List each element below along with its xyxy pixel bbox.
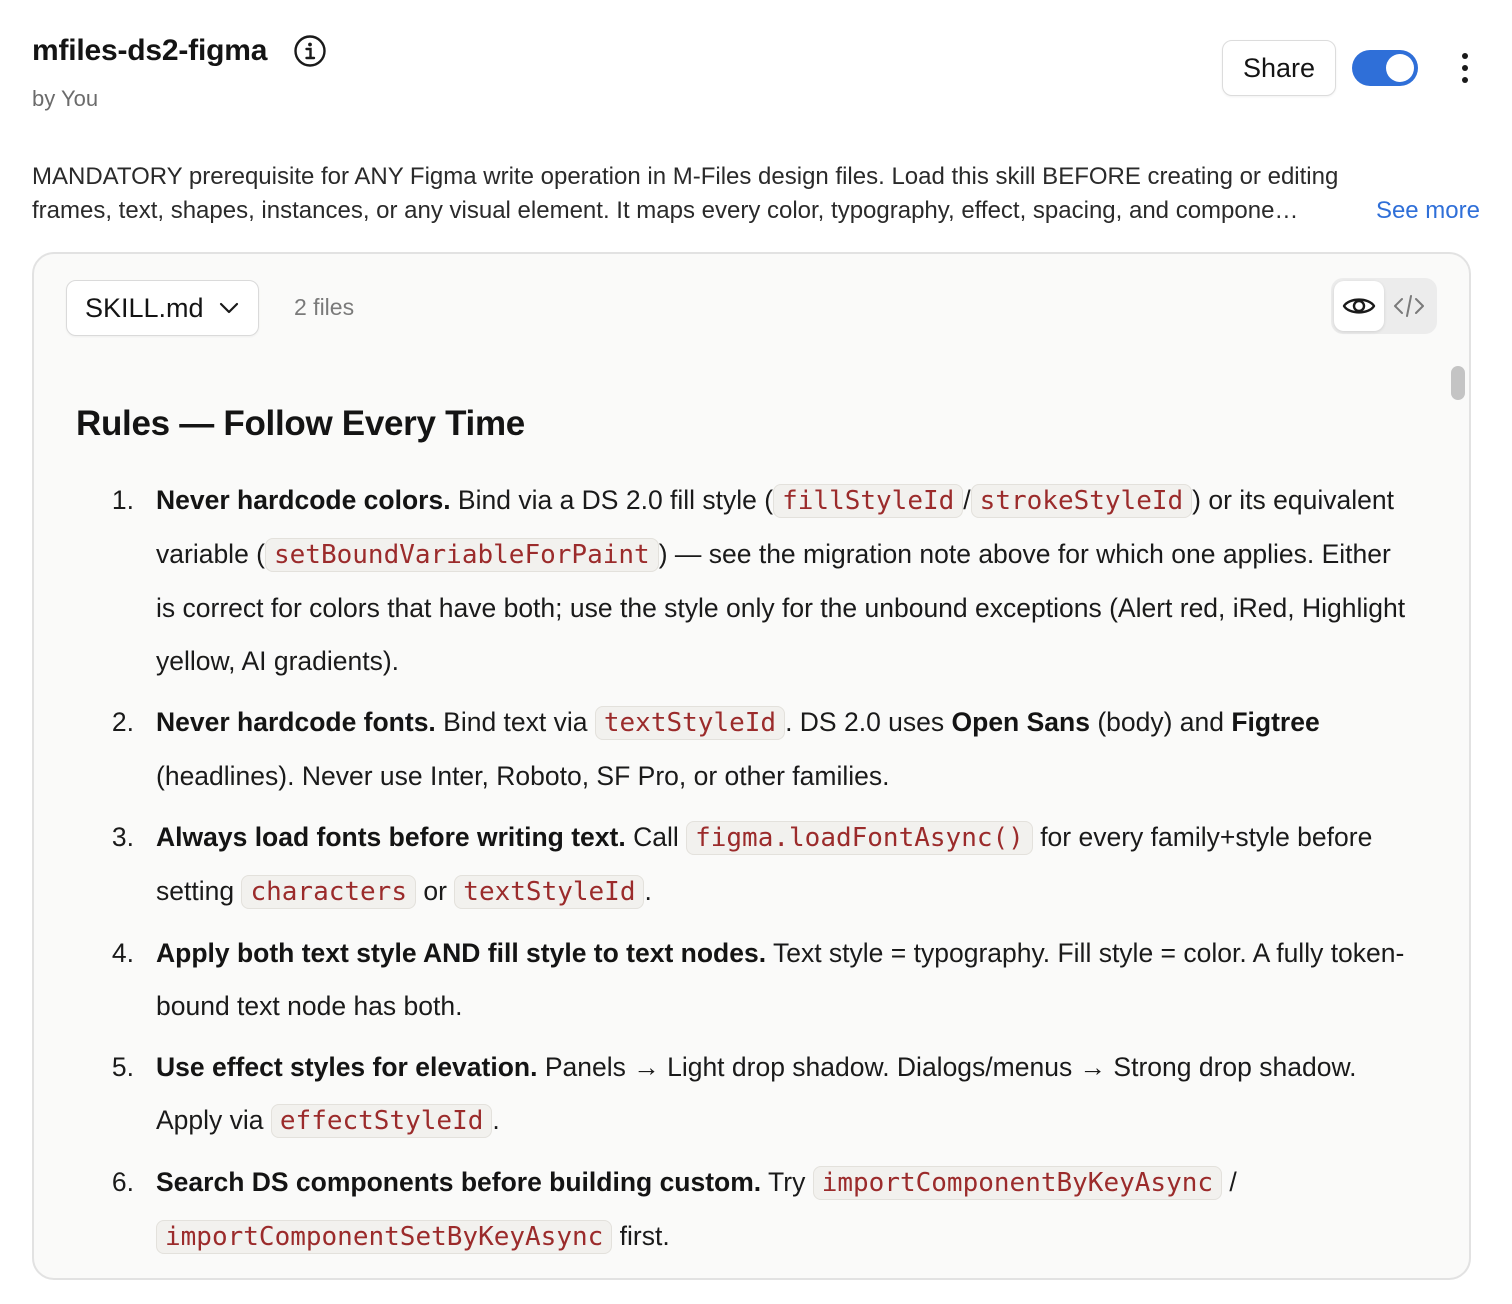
rule-text: (body) and <box>1089 707 1232 737</box>
preview-view-button[interactable] <box>1334 281 1384 331</box>
rule-text: Call <box>625 822 687 852</box>
inline-code: textStyleId <box>595 706 785 740</box>
rule-title: Search DS components before building custom. <box>156 1167 762 1197</box>
share-button[interactable]: Share <box>1222 40 1336 96</box>
rule-text: Panels → Light drop shadow. Dialogs/menus → Strong drop shadow. Apply via <box>156 1052 1357 1135</box>
chevron-down-icon <box>218 301 240 315</box>
rule-item-6 <box>76 1156 1416 1264</box>
rule-body <box>156 927 1416 1033</box>
rule-text: Bind via a DS 2.0 fill style ( <box>450 485 774 515</box>
rule-emphasis: Open Sans <box>951 707 1090 737</box>
rule-text: (headlines). Never use Inter, Roboto, SF Pro, or other families. <box>156 761 890 791</box>
inline-code: textStyleId <box>454 875 644 909</box>
inline-code: importComponentByKeyAsync <box>813 1166 1222 1200</box>
info-icon[interactable] <box>293 34 327 68</box>
eye-icon <box>1342 294 1376 318</box>
rule-body <box>156 811 1416 919</box>
rule-emphasis: Figtree <box>1231 707 1320 737</box>
rule-text: / <box>1222 1167 1237 1197</box>
rule-text: . DS 2.0 uses <box>785 707 952 737</box>
see-more-link[interactable]: See more <box>1375 197 1480 224</box>
rule-text: / <box>963 485 971 515</box>
inline-code: effectStyleId <box>271 1104 493 1138</box>
inline-code: characters <box>241 875 416 909</box>
skill-header <box>32 34 1480 124</box>
rule-text: for every family+style before setting <box>156 822 1373 906</box>
rule-title: Apply both text style AND fill style to text nodes. <box>156 938 767 968</box>
file-count: 2 files <box>294 294 355 320</box>
rule-title: Use effect styles for elevation. <box>156 1052 538 1082</box>
inline-code: importComponentSetByKeyAsync <box>156 1220 612 1254</box>
scroll-fade <box>66 338 1437 348</box>
rule-item-5 <box>76 1041 1416 1148</box>
rule-number: 3. <box>111 822 134 852</box>
rule-title: Never hardcode colors. <box>156 485 451 515</box>
skill-description <box>32 160 1480 228</box>
rule-title: Always load fonts before writing text. <box>156 822 626 852</box>
description-line-1: MANDATORY prerequisite for ANY Figma write operation in M-Files design files. Load this skill BEFORE creating or editing <box>32 163 1339 190</box>
rule-body <box>156 1156 1416 1264</box>
file-selector[interactable] <box>66 280 259 336</box>
scrollbar-thumb[interactable] <box>1451 366 1465 400</box>
view-mode-toggle <box>1331 278 1437 334</box>
description-line-2-text: frames, text, shapes, instances, or any visual element. It maps every color, typography, effect, spacing, and compone… <box>32 197 1299 224</box>
rule-text: ) or its equivalent variable ( <box>156 485 1394 569</box>
rule-number: 6. <box>111 1167 134 1197</box>
rule-text: ) — see the migration note above for which one applies. Either is correct for colors that have both; use the style only for the unbound exceptions (Alert red, iRed, Highlight yellow, AI gradients). <box>156 539 1406 676</box>
more-options-icon[interactable] <box>1450 48 1480 88</box>
section-heading: Rules — Follow Every Time <box>76 404 525 443</box>
rule-number: 5. <box>111 1052 134 1082</box>
rule-text: or <box>416 876 455 906</box>
inline-code: fillStyleId <box>773 484 963 518</box>
file-selector-label: SKILL.md <box>85 292 204 323</box>
rule-body <box>156 474 1416 688</box>
rule-text: first. <box>612 1221 670 1251</box>
rule-number: 1. <box>111 485 134 515</box>
skill-title: mfiles-ds2-figma <box>32 34 268 67</box>
toggle-knob <box>1386 54 1414 82</box>
rule-item-2 <box>76 696 1416 803</box>
inline-code: setBoundVariableForPaint <box>265 538 659 572</box>
file-viewer <box>32 252 1471 1280</box>
markdown-preview <box>76 404 1416 1272</box>
inline-code: figma.loadFontAsync() <box>686 821 1033 855</box>
inline-code: strokeStyleId <box>971 484 1193 518</box>
rule-text: Try <box>761 1167 813 1197</box>
rule-text: Bind text via <box>435 707 595 737</box>
rule-number: 4. <box>111 938 134 968</box>
rule-title: Never hardcode fonts. <box>156 707 436 737</box>
enable-toggle[interactable] <box>1352 50 1418 86</box>
rule-text: . <box>644 876 652 906</box>
header-actions <box>1222 40 1480 96</box>
author-byline: by You <box>32 86 99 111</box>
rule-item-4 <box>76 927 1416 1033</box>
rule-item-1 <box>76 474 1416 688</box>
rule-text: Text style = typography. Fill style = color. A fully token-bound text node has both. <box>156 938 1405 1021</box>
code-icon <box>1392 292 1426 320</box>
rules-list <box>76 474 1416 1264</box>
rule-item-3 <box>76 811 1416 919</box>
description-line-2 <box>32 194 1480 228</box>
rule-number: 2. <box>111 707 134 737</box>
rule-text: . <box>492 1105 500 1135</box>
rule-body <box>156 1041 1416 1148</box>
code-view-button[interactable] <box>1384 281 1434 331</box>
rule-body <box>156 696 1416 803</box>
